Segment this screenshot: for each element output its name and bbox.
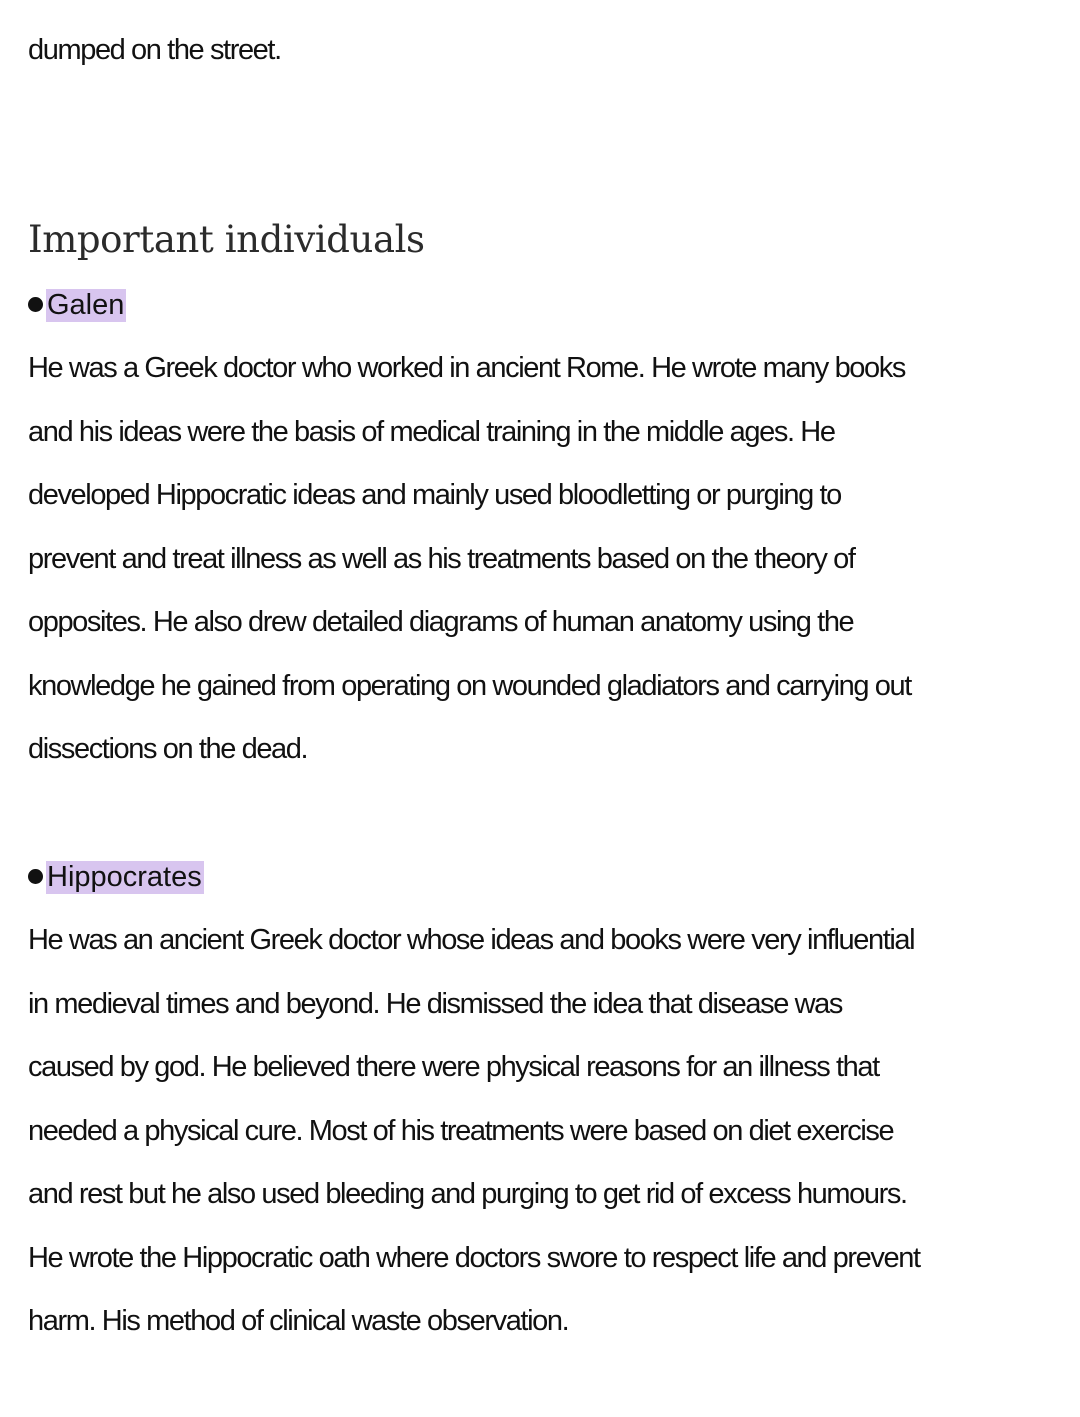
paragraph-line: opposites. He also drew detailed diagrams of human anatomy using the: [28, 606, 854, 638]
paragraph-line: and rest but he also used bleeding and purging to get rid of excess humours.: [28, 1178, 907, 1210]
paragraph-line: knowledge he gained from operating on wounded gladiators and carrying out: [28, 670, 911, 702]
individual-heading-galen: [28, 287, 126, 323]
paragraph-line: prevent and treat illness as well as his treatments based on the theory of: [28, 543, 855, 575]
bullet-icon: [28, 297, 43, 312]
individual-name-galen: Galen: [47, 289, 125, 321]
paragraph-line: He wrote the Hippocratic oath where doctors swore to respect life and prevent: [28, 1242, 920, 1274]
paragraph-line: caused by god. He believed there were physical reasons for an illness that: [28, 1051, 879, 1083]
paragraph-line: He was a Greek doctor who worked in ancient Rome. He wrote many books: [28, 352, 905, 384]
intro-line: dumped on the street.: [28, 34, 281, 66]
paragraph-line: developed Hippocratic ideas and mainly used bloodletting or purging to: [28, 479, 841, 511]
individual-heading-hippocrates: [28, 859, 204, 895]
paragraph-line: harm. His method of clinical waste observation.: [28, 1305, 569, 1337]
paragraph-line: He was an ancient Greek doctor whose ideas and books were very influential: [28, 924, 915, 956]
paragraph-line: dissections on the dead.: [28, 733, 308, 765]
bullet-icon: [28, 869, 43, 884]
paragraph-line: needed a physical cure. Most of his treatments were based on diet exercise: [28, 1115, 894, 1147]
individual-name-hippocrates: Hippocrates: [47, 861, 202, 893]
paragraph-line: in medieval times and beyond. He dismissed the idea that disease was: [28, 988, 842, 1020]
section-heading: Important individuals: [28, 218, 425, 261]
paragraph-line: and his ideas were the basis of medical training in the middle ages. He: [28, 416, 835, 448]
